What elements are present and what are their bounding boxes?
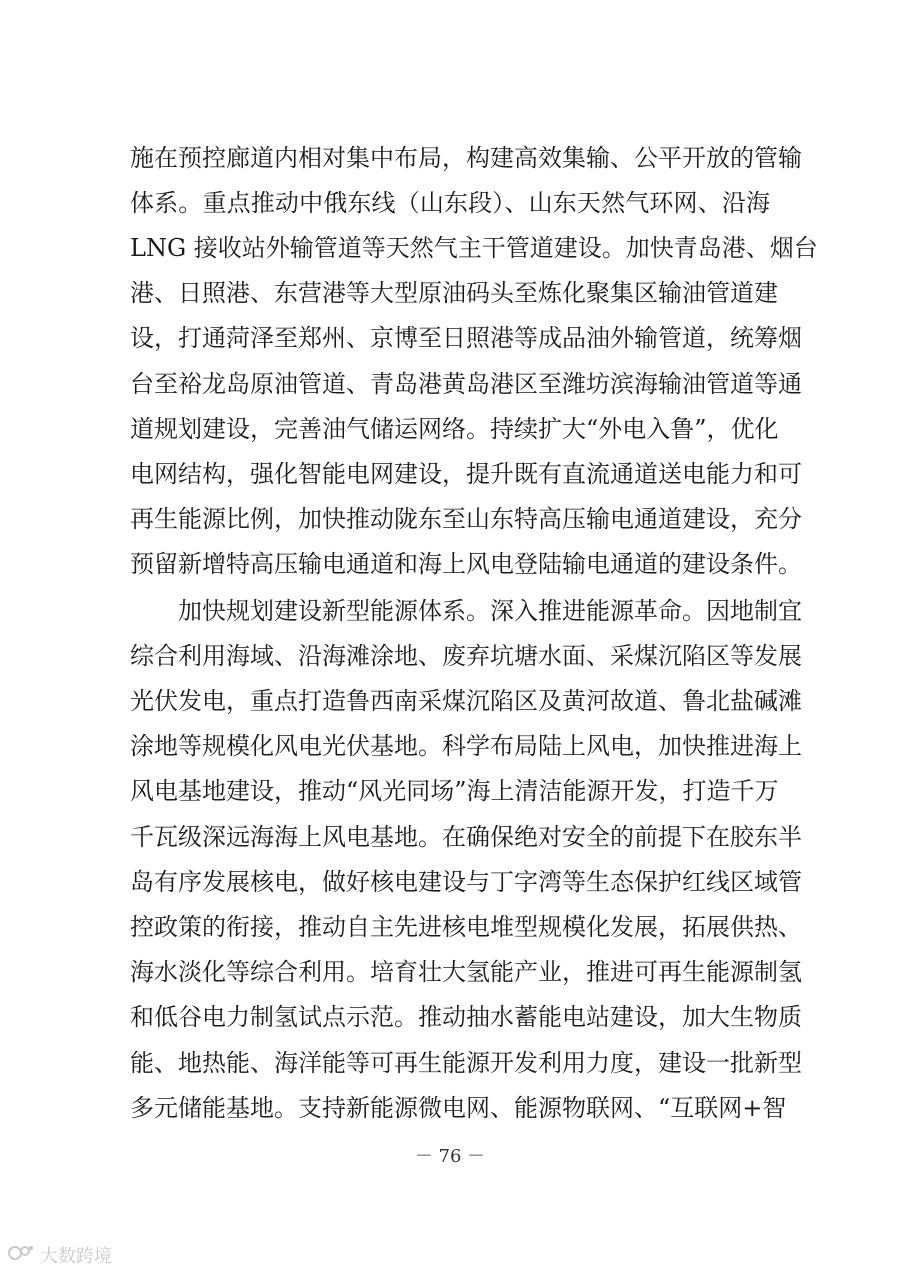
paragraph-line: 风电基地建设，推动“风光同场”海上清洁能源开发，打造千万 [130, 777, 779, 805]
watermark-text: 大数跨境 [40, 1246, 112, 1267]
paragraph-line: 能、地热能、海洋能等可再生能源开发利用力度，建设一批新型 [130, 1049, 802, 1077]
paragraph-line: 和低谷电力制氢试点示范。推动抽水蓄能电站建设，加大生物质 [130, 1003, 802, 1031]
paragraph-line: 千瓦级深远海海上风电基地。在确保绝对安全的前提下在胶东半 [130, 823, 802, 851]
paragraph-line: 加快规划建设新型能源体系。深入推进能源革命。因地制宜 [178, 597, 802, 625]
paragraph-line: 台至裕龙岛原油管道、青岛港黄岛港区至潍坊滨海输油管道等通 [130, 370, 802, 398]
paragraph-line: 电网结构，强化智能电网建设，提升既有直流通道送电能力和可 [130, 460, 802, 488]
paragraph-line: 道规划建设，完善油气储运网络。持续扩大“外电入鲁”，优化 [130, 415, 779, 443]
paragraph-line: 控政策的衔接，推动自主先进核电堆型规模化发展，拓展供热、 [130, 913, 802, 941]
paragraph-line: 港、日照港、东营港等大型原油码头至炼化聚集区输油管道建 [130, 279, 778, 307]
paragraph-line: 光伏发电，重点打造鲁西南采煤沉陷区及黄河故道、鲁北盐碱滩 [130, 687, 802, 715]
watermark [8, 1242, 112, 1268]
page-number: － 76 － [414, 1146, 486, 1167]
paragraph-line: 多元储能基地。支持新能源微电网、能源物联网、“互联网+智 [130, 1094, 787, 1122]
paragraph-line: 海水淡化等综合利用。培育壮大氢能产业，推进可再生能源制氢 [130, 958, 802, 986]
paragraph-line: 岛有序发展核电，做好核电建设与丁字湾等生态保护红线区域管 [130, 868, 802, 896]
paragraph-line: 涂地等规模化风电光伏基地。科学布局陆上风电，加快推进海上 [130, 732, 802, 760]
brand-logo-icon [8, 1244, 34, 1266]
paragraph-line: 再生能源比例，加快推动陇东至山东特高压输电通道建设，充分 [130, 505, 802, 533]
paragraph-line: LNG 接收站外输管道等天然气主干管道建设。加快青岛港、烟台 [130, 234, 818, 262]
paragraph-line: 设，打通菏泽至郑州、京博至日照港等成品油外输管道，统筹烟 [130, 324, 802, 352]
paragraph-line: 预留新增特高压输电通道和海上风电登陆输电通道的建设条件。 [130, 550, 802, 578]
paragraph-line: 施在预控廊道内相对集中布局，构建高效集输、公平开放的管输 [130, 144, 802, 172]
paragraph-line: 体系。重点推动中俄东线（山东段）、山东天然气环网、沿海 [130, 189, 770, 217]
paragraph-line: 综合利用海域、沿海滩涂地、废弃坑塘水面、采煤沉陷区等发展 [130, 642, 802, 670]
